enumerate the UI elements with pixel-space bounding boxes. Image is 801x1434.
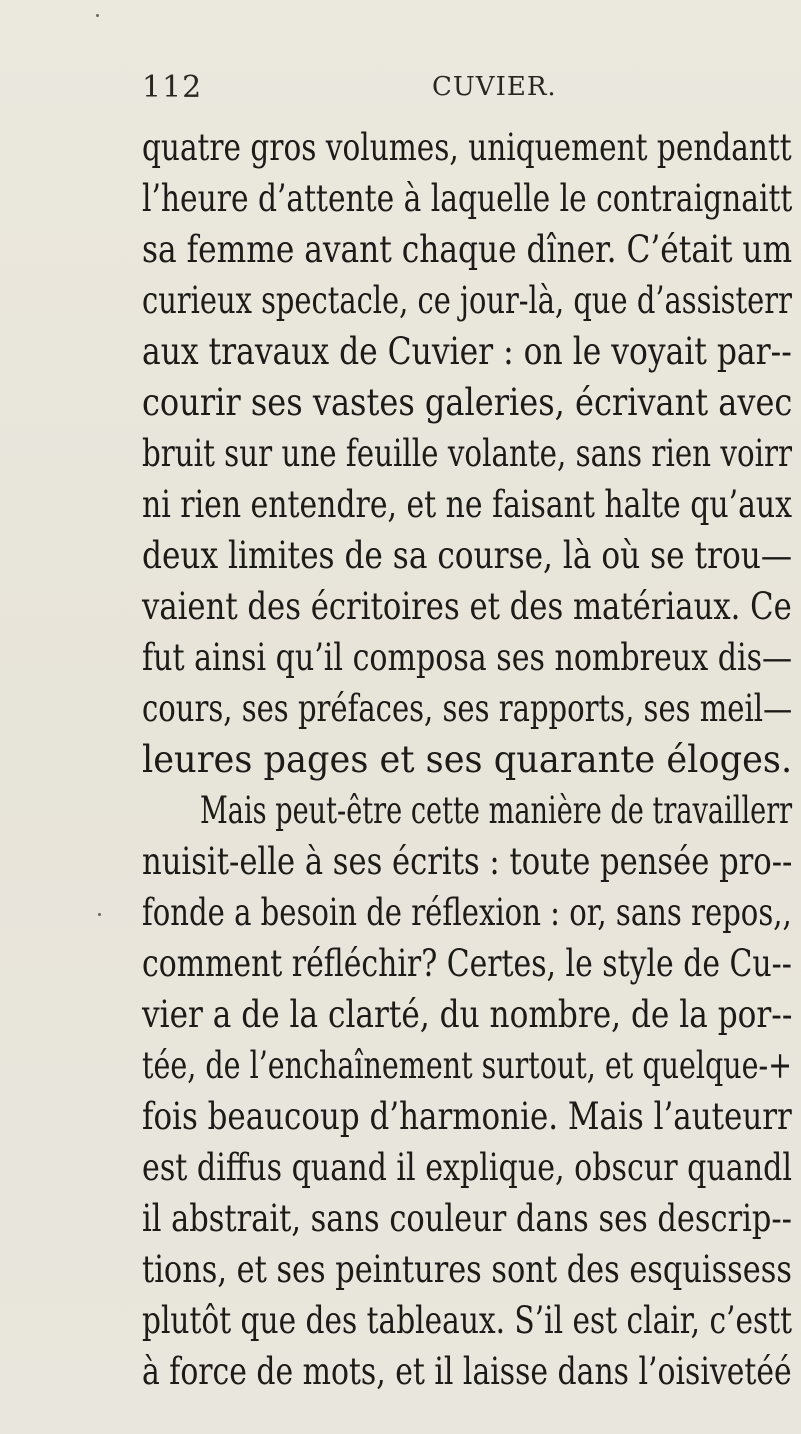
- text-line: à force de mots, et il laisse dans l’oisivetéé: [142, 1350, 792, 1393]
- text-line: leures pages et ses quarante éloges.: [142, 738, 793, 781]
- text-line: fonde a besoin de réflexion : or, sans repos,,: [142, 891, 792, 934]
- text-line: deux limites de sa course, là où se trou—: [142, 534, 793, 577]
- text-line: ni rien entendre, et ne faisant halte qu’aux: [142, 483, 792, 526]
- text-line: est diffus quand il explique, obscur quandl: [142, 1146, 793, 1189]
- text-line: Mais peut-être cette manière de travaillerr: [200, 789, 793, 832]
- text-line: quatre gros volumes, uniquement pendantt: [142, 126, 792, 169]
- text-line: comment réfléchir? Certes, le style de Cu--: [142, 942, 792, 985]
- paper-speck: [98, 913, 101, 916]
- running-head: CUVIER.: [432, 72, 557, 102]
- text-line: nuisit-elle à ses écrits : toute pensée pro--: [142, 840, 793, 883]
- text-line: courir ses vastes galeries, écrivant avec: [142, 381, 793, 424]
- text-line: vaient des écritoires et des matériaux. Ce: [142, 585, 792, 628]
- text-line: tée, de l’enchaînement surtout, et quelque-+: [142, 1044, 793, 1087]
- text-line: vier a de la clarté, du nombre, de la por--: [142, 993, 793, 1036]
- text-line: l’heure d’attente à laquelle le contraignaitt: [142, 177, 793, 220]
- text-line: tions, et ses peintures sont des esquissess: [142, 1248, 792, 1291]
- text-line: sa femme avant chaque dîner. C’était um: [142, 228, 793, 271]
- page-header: [0, 70, 801, 110]
- paper-speck: [96, 14, 99, 17]
- text-line: cours, ses préfaces, ses rapports, ses meil—: [142, 687, 793, 730]
- text-line: curieux spectacle, ce jour-là, que d’assisterr: [142, 279, 792, 322]
- text-line: aux travaux de Cuvier : on le voyait par--: [142, 330, 792, 373]
- page-number: 112: [142, 70, 203, 105]
- text-line: il abstrait, sans couleur dans ses descrip--: [142, 1197, 792, 1240]
- text-line: plutôt que des tableaux. S’il est clair, c’estt: [142, 1299, 793, 1342]
- text-line: fois beaucoup d’harmonie. Mais l’auteurr: [142, 1095, 792, 1138]
- text-line: fut ainsi qu’il composa ses nombreux dis—: [142, 636, 793, 679]
- text-line: bruit sur une feuille volante, sans rien voirr: [142, 432, 793, 475]
